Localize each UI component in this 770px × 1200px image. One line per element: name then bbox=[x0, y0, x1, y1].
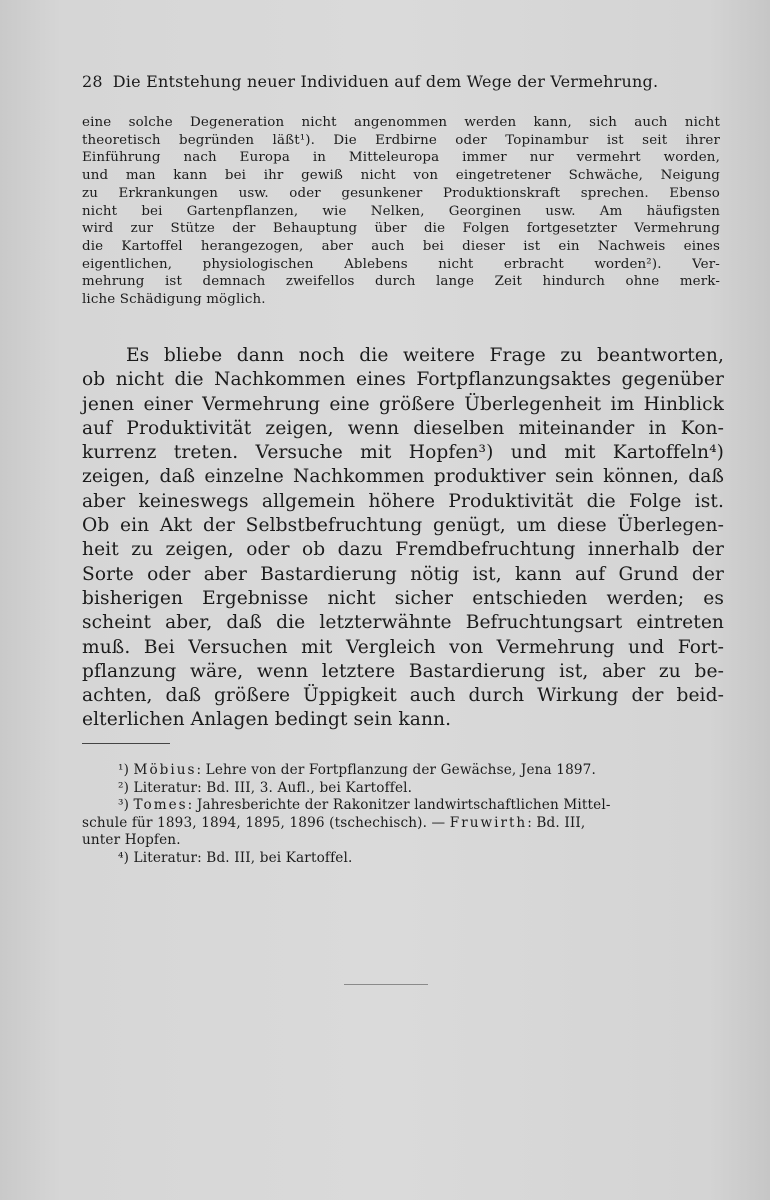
footnote-marker: ¹) bbox=[118, 762, 130, 778]
text-line: achten, daß größere Üppigkeit auch durch Wirkung der beid- bbox=[82, 685, 724, 707]
running-title: Die Entstehung neuer Individuen auf dem Wege der Vermehrung. bbox=[112, 72, 659, 91]
text-line: bisherigen Ergebnisse nicht sicher entschieden werden; es bbox=[82, 587, 724, 609]
footnote-1 bbox=[82, 762, 722, 780]
text-line: theoretisch begründen läßt¹). Die Erdbirne oder Topinambur ist seit ihrer bbox=[82, 132, 720, 148]
text-line: mehrung ist demnach zweifellos durch lange Zeit hindurch ohne merk- bbox=[82, 274, 720, 290]
footnote-text: schule für 1893, 1894, 1895, 1896 (tschechisch). — bbox=[82, 814, 446, 831]
text-line: die Kartoffel herangezogen, aber auch bei dieser ist ein Nachweis eines bbox=[82, 238, 720, 254]
footnote-marker: ²) bbox=[118, 779, 130, 796]
footnote-text: : Lehre von der Fortpflanzung der Gewächse, Jena 1897. bbox=[196, 762, 596, 778]
footnote-author: Möbius bbox=[133, 762, 197, 778]
page-end-rule bbox=[344, 984, 428, 985]
text-line: und man kann bei ihr gewiß nicht von eingetretener Schwäche, Neigung bbox=[82, 168, 720, 184]
text-line: zeigen, daß einzelne Nachkommen produktiver sein können, daß bbox=[82, 466, 724, 488]
footnote-marker: ³) bbox=[118, 797, 130, 814]
text-line: auf Produktivität zeigen, wenn dieselben miteinander in Kon- bbox=[82, 417, 724, 439]
text-line: ob nicht die Nachkommen eines Fortpflanzungsaktes gegenüber bbox=[82, 369, 724, 391]
footnote-3 bbox=[82, 797, 722, 815]
text-line: jenen einer Vermehrung eine größere Überlegenheit im Hinblick bbox=[82, 393, 724, 415]
footnote-author: Tomes bbox=[133, 797, 188, 814]
footnote-text: : Jahresberichte der Rakonitzer landwirtschaftlichen Mittel- bbox=[187, 797, 611, 814]
small-print-paragraph bbox=[82, 114, 720, 309]
footnote-4 bbox=[82, 850, 722, 868]
footnote-2 bbox=[82, 780, 722, 798]
footnote-divider bbox=[82, 743, 170, 744]
footnotes bbox=[82, 762, 722, 868]
footnote-marker: ⁴) bbox=[118, 849, 130, 866]
footnote-text: Literatur: Bd. III, 3. Aufl., bei Kartoffel. bbox=[133, 779, 413, 796]
footnote-text: : Bd. III, bbox=[527, 814, 586, 831]
footnote-author: Fruwirth bbox=[449, 814, 528, 831]
text-line: eine solche Degeneration nicht angenommen werden kann, sich auch nicht bbox=[82, 115, 720, 130]
text-line: scheint aber, daß die letzterwähnte Befruchtungsart eintreten bbox=[82, 612, 724, 634]
text-line: Es bliebe dann noch die weitere Frage zu beantworten, bbox=[126, 345, 724, 366]
text-line: eigentlichen, physiologischen Ablebens nicht erbracht worden²). Ver- bbox=[82, 256, 720, 272]
text-line: aber keineswegs allgemein höhere Produktivität die Folge ist. bbox=[82, 490, 724, 512]
footnote-3-continued bbox=[82, 815, 722, 833]
text-line: muß. Bei Versuchen mit Vergleich von Vermehrung und Fort- bbox=[82, 636, 724, 658]
text-line: liche Schädigung möglich. bbox=[82, 292, 266, 308]
text-line: pflanzung wäre, wenn letztere Bastardierung ist, aber zu be- bbox=[82, 660, 724, 682]
text-line: Ob ein Akt der Selbstbefruchtung genügt, um diese Überlegen- bbox=[82, 515, 724, 537]
text-line: nicht bei Gartenpflanzen, wie Nelken, Georginen usw. Am häufigsten bbox=[82, 203, 720, 219]
footnote-3-continued: unter Hopfen. bbox=[82, 832, 181, 849]
text-line: wird zur Stütze der Behauptung über die Folgen fortgesetzter Vermehrung bbox=[82, 221, 720, 237]
text-line: zu Erkrankungen usw. oder gesunkener Produktionskraft sprechen. Ebenso bbox=[82, 185, 720, 201]
running-header bbox=[82, 70, 702, 94]
page-number: 28 bbox=[82, 72, 103, 91]
main-paragraph bbox=[82, 344, 724, 733]
text-line: Einführung nach Europa in Mitteleuropa immer nur vermehrt worden, bbox=[82, 150, 720, 166]
text-line: Sorte oder aber Bastardierung nötig ist, kann auf Grund der bbox=[82, 563, 724, 585]
text-line: elterlichen Anlagen bedingt sein kann. bbox=[82, 709, 452, 731]
text-line: heit zu zeigen, oder ob dazu Fremdbefruchtung innerhalb der bbox=[82, 539, 724, 561]
footnote-text: Literatur: Bd. III, bei Kartoffel. bbox=[133, 849, 353, 866]
text-line: kurrenz treten. Versuche mit Hopfen³) und mit Kartoffeln⁴) bbox=[82, 442, 724, 464]
